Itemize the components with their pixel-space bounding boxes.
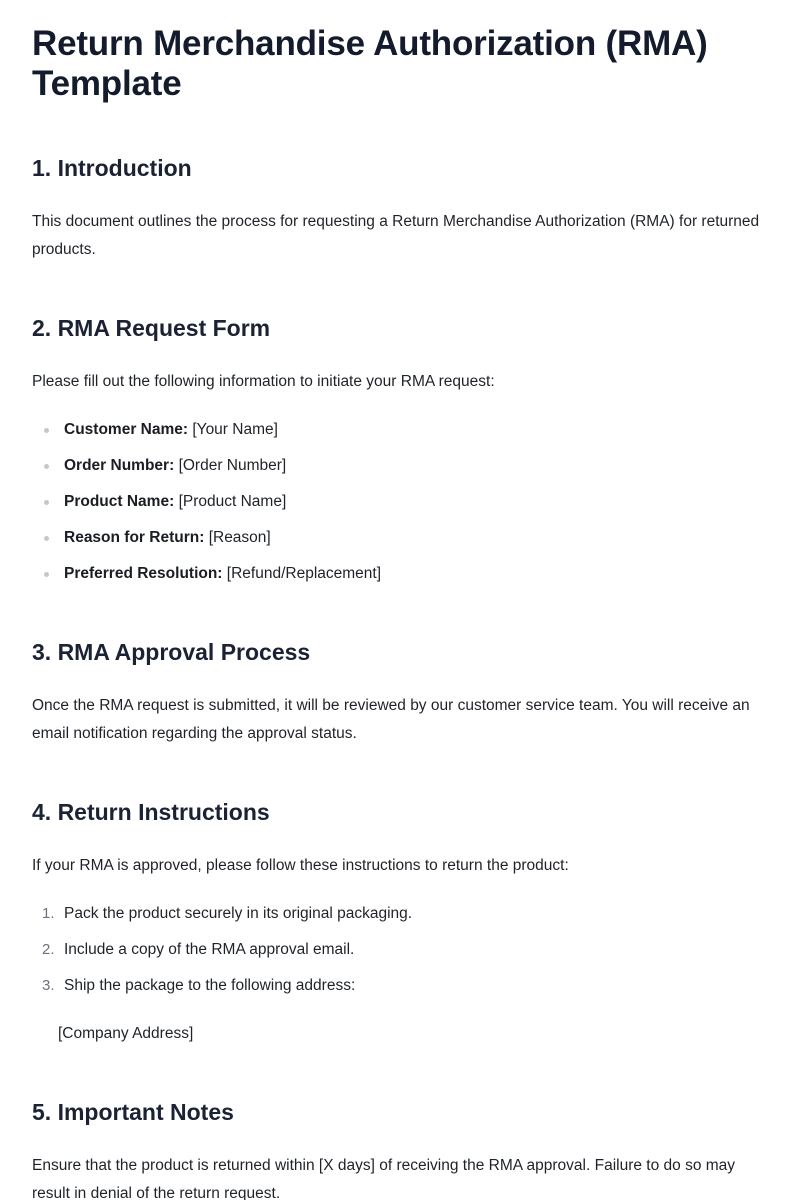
return-instructions-text: If your RMA is approved, please follow these instructions to return the product:: [32, 857, 569, 874]
bullet-icon: [44, 536, 49, 541]
step-number: 2.: [42, 941, 55, 958]
list-item: [32, 524, 768, 560]
page-title: Return Merchandise Authorization (RMA) Template: [32, 24, 708, 103]
section-heading-rma-approval-process: 3. RMA Approval Process: [32, 639, 311, 665]
field-value-reason-for-return: [Reason]: [208, 529, 271, 546]
step-number: 1.: [42, 905, 55, 922]
step-text: Pack the product securely in its original packaging.: [64, 905, 413, 922]
list-item: [32, 488, 768, 524]
field-value-preferred-resolution: [Refund/Replacement]: [226, 565, 382, 582]
step-text: Ship the package to the following address:: [64, 977, 356, 994]
step-text: Include a copy of the RMA approval email.: [64, 941, 355, 958]
list-item: [32, 936, 768, 972]
field-label-customer-name: Customer Name:: [64, 421, 189, 438]
list-item: [32, 452, 768, 488]
approval-process-text: Once the RMA request is submitted, it will be reviewed by our customer service team. You will receive an email notification regarding the approval status.: [32, 697, 750, 742]
field-label-reason-for-return: Reason for Return:: [64, 529, 205, 546]
section-heading-return-instructions: 4. Return Instructions: [32, 799, 270, 825]
request-form-text: Please fill out the following information to initiate your RMA request:: [32, 373, 495, 390]
section-heading-rma-request-form: 2. RMA Request Form: [32, 315, 271, 341]
bullet-icon: [44, 572, 49, 577]
list-item: [32, 900, 768, 936]
list-item: [32, 416, 768, 452]
step-number: 3.: [42, 977, 55, 994]
field-label-product-name: Product Name:: [64, 493, 175, 510]
field-value-product-name: [Product Name]: [178, 493, 287, 510]
company-address: [Company Address]: [58, 1025, 194, 1042]
list-item: [32, 560, 768, 596]
field-value-customer-name: [Your Name]: [192, 421, 278, 438]
field-label-preferred-resolution: Preferred Resolution:: [64, 565, 223, 582]
list-item: [32, 972, 768, 1008]
field-label-order-number: Order Number:: [64, 457, 175, 474]
introduction-text: This document outlines the process for requesting a Return Merchandise Authorization (RMA) for returned products.: [32, 213, 760, 258]
section-heading-important-notes: 5. Important Notes: [32, 1099, 234, 1125]
return-steps-list: [32, 900, 768, 1008]
bullet-icon: [44, 464, 49, 469]
important-notes-text: Ensure that the product is returned within [X days] of receiving the RMA approval. Failure to do so may result in denial of the return request.: [32, 1157, 736, 1200]
bullet-icon: [44, 428, 49, 433]
section-heading-introduction: 1. Introduction: [32, 155, 192, 181]
field-value-order-number: [Order Number]: [178, 457, 287, 474]
bullet-icon: [44, 500, 49, 505]
request-form-field-list: [32, 416, 768, 596]
